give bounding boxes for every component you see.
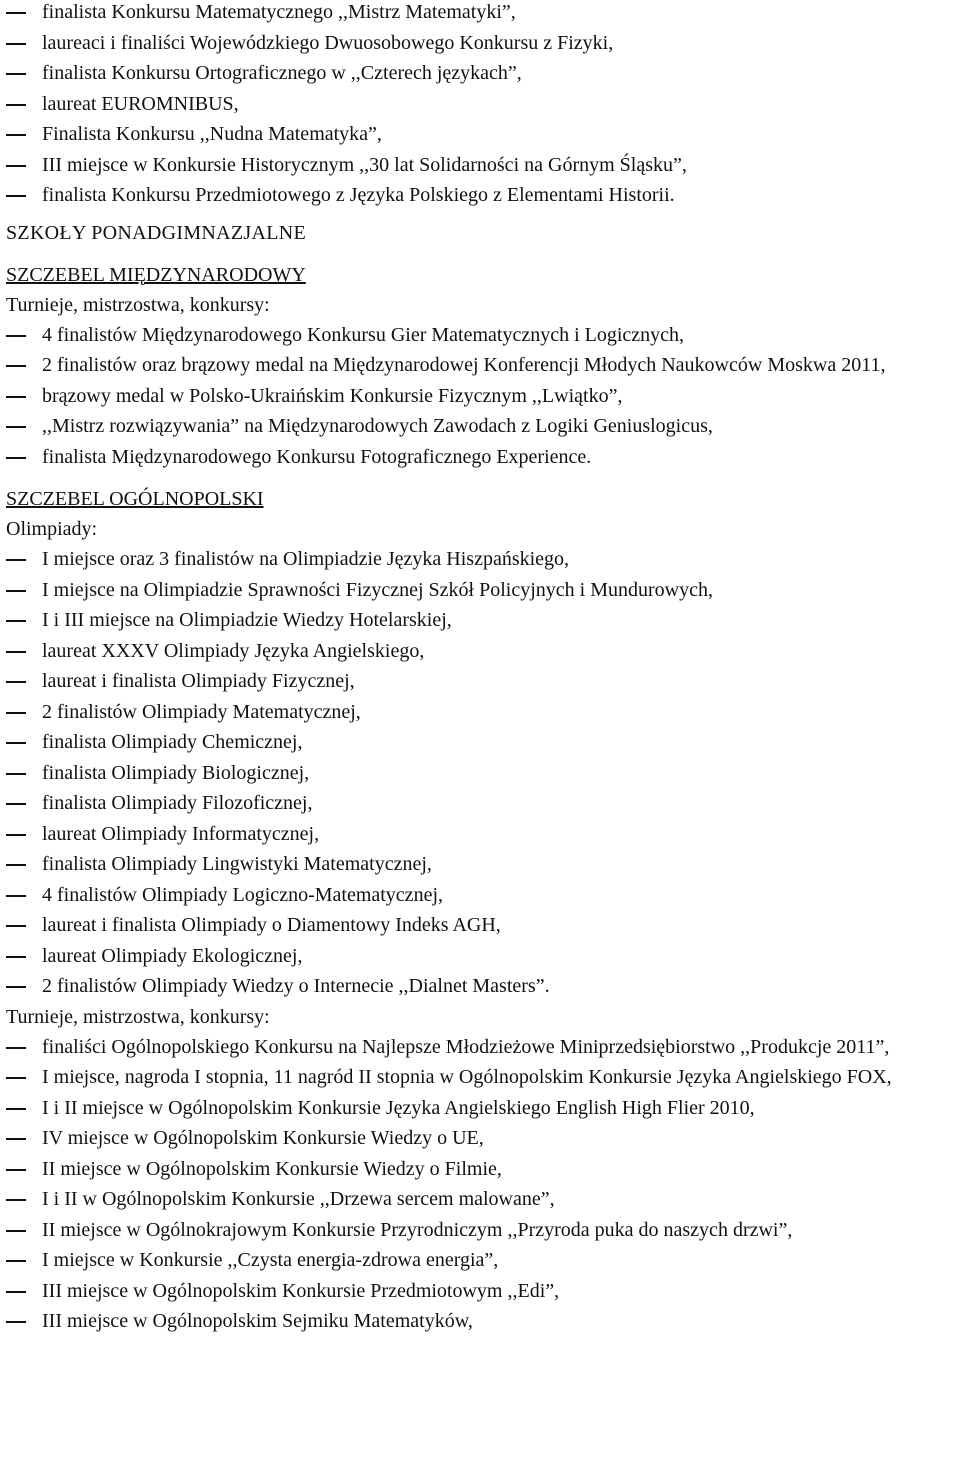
list-item-text: finalista Konkursu Ortograficznego w ,,Czterech językach”, — [42, 62, 522, 84]
list-item — [6, 442, 956, 473]
list-item — [6, 320, 956, 351]
list-item-text: laureat i finalista Olimpiady Fizycznej, — [42, 670, 355, 692]
list-item-text: I miejsce na Olimpiadzie Sprawności Fizycznej Szkół Policyjnych i Mundurowych, — [42, 578, 713, 601]
list-item-text: finalista Olimpiady Chemicznej, — [42, 731, 303, 753]
dash-bullet-icon — [6, 1169, 26, 1171]
list-item-text: III miejsce w Ogólnopolskim Konkursie Przedmiotowym ,,Edi”, — [42, 1279, 560, 1302]
dash-bullet-icon — [6, 195, 26, 197]
dash-bullet-icon — [6, 426, 26, 428]
list-item-text: 2 finalistów oraz brązowy medal na Międzynarodowej Konferencji Młodych Naukowców Moskwa 2011, — [42, 354, 886, 376]
dash-bullet-icon — [6, 457, 26, 459]
list-item — [6, 758, 956, 789]
list-item-text: I i II miejsce w Ogólnopolskim Konkursie Języka Angielskiego English High Flier 2010, — [42, 1096, 755, 1119]
list-item — [6, 727, 956, 758]
list-item — [6, 544, 956, 575]
dash-bullet-icon — [6, 1230, 26, 1232]
list-item-text: finalista Międzynarodowego Konkursu Fotograficznego Experience. — [42, 445, 592, 468]
list-item — [6, 605, 956, 636]
list-item-text: III miejsce w Konkursie Historycznym ,,30 lat Solidarności na Górnym Śląsku”, — [42, 153, 687, 176]
list-item-text: I i II w Ogólnopolskim Konkursie ,,Drzewa sercem malowane”, — [42, 1188, 555, 1210]
dash-bullet-icon — [6, 986, 26, 988]
list-item — [6, 849, 956, 880]
list-item-text: laureat XXXV Olimpiady Języka Angielskiego, — [42, 639, 425, 662]
list-item — [6, 1093, 956, 1124]
list-item — [6, 58, 956, 89]
list-item — [6, 0, 956, 28]
dash-bullet-icon — [6, 134, 26, 136]
dash-bullet-icon — [6, 12, 26, 14]
dash-bullet-icon — [6, 834, 26, 836]
dash-bullet-icon — [6, 956, 26, 958]
list-item — [6, 1276, 956, 1307]
list-item — [6, 1062, 956, 1093]
dash-bullet-icon — [6, 396, 26, 398]
international-level-heading: SZCZEBEL MIĘDZYNARODOWY — [6, 263, 306, 286]
list-item-text: laureat Olimpiady Ekologicznej, — [42, 944, 303, 967]
dash-bullet-icon — [6, 590, 26, 592]
list-item-text: II miejsce w Ogólnokrajowym Konkursie Przyrodniczym ,,Przyroda puka do naszych drzwi”, — [42, 1218, 793, 1241]
dash-bullet-icon — [6, 620, 26, 622]
list-item — [6, 381, 956, 412]
dash-bullet-icon — [6, 1291, 26, 1293]
list-item-text: 2 finalistów Olimpiady Wiedzy o Internecie ,,Dialnet Masters”. — [42, 975, 550, 997]
list-item-text: III miejsce w Ogólnopolskim Sejmiku Matematyków, — [42, 1310, 473, 1332]
list-item-text: finalista Olimpiady Filozoficznej, — [42, 792, 313, 814]
dash-bullet-icon — [6, 651, 26, 653]
international-tournaments-heading: Turnieje, mistrzostwa, konkursy: — [6, 293, 270, 316]
list-item — [6, 1245, 956, 1276]
list-item — [6, 1215, 956, 1246]
list-item-text: laureat i finalista Olimpiady o Diamentowy Indeks AGH, — [42, 914, 501, 936]
list-item — [6, 350, 956, 381]
list-item-text: 4 finalistów Międzynarodowego Konkursu Gier Matematycznych i Logicznych, — [42, 323, 685, 346]
list-item-text: ,,Mistrz rozwiązywania” na Międzynarodowych Zawodach z Logiki Geniuslogicus, — [42, 415, 713, 437]
list-item-text: 4 finalistów Olimpiady Logiczno-Matematycznej, — [42, 883, 443, 906]
list-item-text: IV miejsce w Ogólnopolskim Konkursie Wiedzy o UE, — [42, 1127, 484, 1149]
list-item — [6, 180, 956, 211]
dash-bullet-icon — [6, 1047, 26, 1049]
list-item-text: laureat Olimpiady Informatycznej, — [42, 822, 320, 845]
list-item — [6, 119, 956, 150]
list-item — [6, 1184, 956, 1215]
list-item — [6, 411, 956, 442]
dash-bullet-icon — [6, 742, 26, 744]
list-item-text: I miejsce w Konkursie ,,Czysta energia-zdrowa energia”, — [42, 1249, 499, 1271]
dash-bullet-icon — [6, 712, 26, 714]
dash-bullet-icon — [6, 1077, 26, 1079]
dash-bullet-icon — [6, 803, 26, 805]
list-item — [6, 941, 956, 972]
list-item — [6, 89, 956, 120]
list-item-text: finaliści Ogólnopolskiego Konkursu na Najlepsze Młodzieżowe Miniprzedsiębiorstwo ,,Produkcje 2011”, — [42, 1035, 890, 1058]
list-item-text: laureat EUROMNIBUS, — [42, 92, 239, 115]
dash-bullet-icon — [6, 335, 26, 337]
list-item-text: finalista Olimpiady Lingwistyki Matematycznej, — [42, 853, 432, 875]
dash-bullet-icon — [6, 104, 26, 106]
dash-bullet-icon — [6, 1199, 26, 1201]
list-item — [6, 666, 956, 697]
list-item — [6, 819, 956, 850]
list-item-text: finalista Konkursu Matematycznego ,,Mistrz Matematyki”, — [42, 1, 516, 23]
international-list — [6, 320, 956, 473]
dash-bullet-icon — [6, 165, 26, 167]
dash-bullet-icon — [6, 43, 26, 45]
dash-bullet-icon — [6, 365, 26, 367]
olympiads-heading: Olimpiady: — [6, 518, 98, 540]
list-item — [6, 971, 956, 1002]
national-tournaments-heading: Turnieje, mistrzostwa, konkursy: — [6, 1005, 270, 1028]
list-item-text: finalista Olimpiady Biologicznej, — [42, 761, 310, 784]
list-item — [6, 1123, 956, 1154]
list-item-text: I miejsce, nagroda I stopnia, 11 nagród II stopnia w Ogólnopolskim Konkursie Języka Angielskiego FOX, — [42, 1066, 892, 1088]
school-heading: SZKOŁY PONADGIMNAZJALNE — [6, 221, 307, 244]
dash-bullet-icon — [6, 559, 26, 561]
list-item — [6, 1306, 956, 1337]
dash-bullet-icon — [6, 1260, 26, 1262]
list-item-text: 2 finalistów Olimpiady Matematycznej, — [42, 700, 361, 723]
list-item — [6, 910, 956, 941]
list-item — [6, 636, 956, 667]
dash-bullet-icon — [6, 73, 26, 75]
list-item — [6, 1032, 956, 1063]
list-item — [6, 575, 956, 606]
list-item — [6, 28, 956, 59]
olympiads-list — [6, 544, 956, 1002]
list-item-text: II miejsce w Ogólnopolskim Konkursie Wiedzy o Filmie, — [42, 1157, 502, 1180]
national-level-heading: SZCZEBEL OGÓLNOPOLSKI — [6, 488, 264, 510]
dash-bullet-icon — [6, 1108, 26, 1110]
list-item — [6, 697, 956, 728]
dash-bullet-icon — [6, 1321, 26, 1323]
dash-bullet-icon — [6, 1138, 26, 1140]
list-item-text: I i III miejsce na Olimpiadzie Wiedzy Hotelarskiej, — [42, 609, 452, 631]
list-item-text: brązowy medal w Polsko-Ukraińskim Konkursie Fizycznym ,,Lwiątko”, — [42, 384, 623, 407]
dash-bullet-icon — [6, 864, 26, 866]
list-item — [6, 1154, 956, 1185]
list-item-text: Finalista Konkursu ,,Nudna Matematyka”, — [42, 123, 382, 145]
dash-bullet-icon — [6, 773, 26, 775]
list-item-text: finalista Konkursu Przedmiotowego z Języka Polskiego z Elementami Historii. — [42, 184, 675, 206]
list-item-text: laureaci i finaliści Wojewódzkiego Dwuosobowego Konkursu z Fizyki, — [42, 31, 614, 54]
list-item — [6, 880, 956, 911]
dash-bullet-icon — [6, 681, 26, 683]
dash-bullet-icon — [6, 925, 26, 927]
national-tournaments-list — [6, 1032, 956, 1337]
dash-bullet-icon — [6, 895, 26, 897]
list-item-text: I miejsce oraz 3 finalistów na Olimpiadzie Języka Hiszpańskiego, — [42, 548, 570, 570]
intro-list — [6, 0, 956, 211]
list-item — [6, 788, 956, 819]
list-item — [6, 150, 956, 181]
